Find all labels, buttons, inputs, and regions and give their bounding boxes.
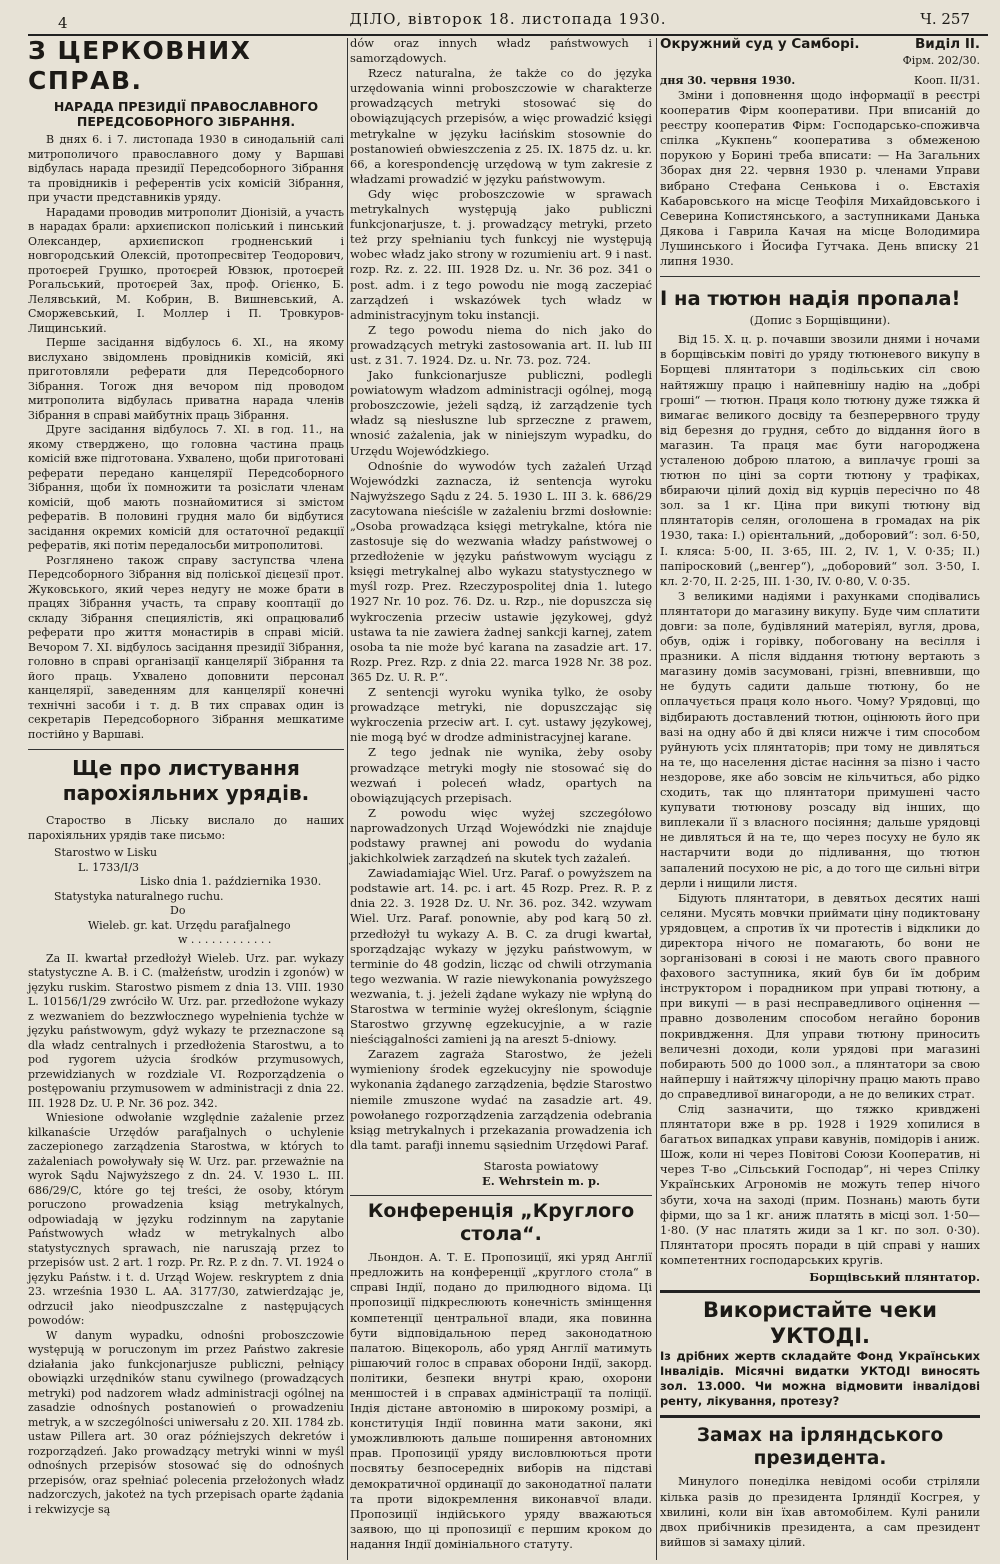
article-subtitle: НАРАДА ПРЕЗИДІЇ ПРАВОСЛАВНОГО ПЕРЕДСОБОРНОГО ЗІБРАННЯ.: [53, 99, 319, 129]
masthead: [28, 8, 988, 36]
signature-line: E. Wehrstein m. p.: [482, 1174, 600, 1189]
paragraph: Нарадами проводив митрополит Діонізій, а участь в нарадах брали: архиєпископ поліський і пинський Олександер, архиєпископ гродненський і новгородський Олексій, протопресвітер Теодорович, протоєрей Грушко, протоєрей Ювзюк, протоєрей Рогальський, протоєрей Зах, проф. Огієнко, Б. Лелявський, М. Кобрин, В. Вишневський, А. Сморжевський, І. Моллер і П. Тровкуров-Лищинський.: [28, 205, 344, 335]
paragraph: З великими надіями і рахунками сподівались плянтатори до магазину викупу. Буде чим сплатити довги: за поле, будівляний матеріял, вугля, дрова, обув, одіж і горівку, побоговану на весілля і празники. А після віддання тютюну вертають з магазину домів засумовані, грізні, впевнивши, що не будуть садити дальше тютюну, бо не оплачується праця коло нього. Чому? Урядовці, що відбирають доставлений тютюн, оцінюють його при вазі на одну або й дві кляси нижче і тим способом руйнують усіх плянтаторів; при тому не дивляться на те, що населення дістає насіння за пізно і часто нездорове, яке або зовсім не кільчиться, або рідко сходить, так що плянтатори примушені часто купувати тютюнову розсаду від інших, що виплекали її з власного посіяння; дальше урядовці не дивляться й на те, що через посуху не було як настарчити води до підливання, що тютюн запалений посухою не ріс, а до того ще сильні вітри дерли і нищили листя.: [660, 588, 980, 890]
column-2: [350, 36, 652, 1552]
court-date: дня 30. червня 1930.: [660, 74, 796, 87]
court-date-line: [660, 74, 980, 88]
article-title: І на тютюн надія пропала!: [660, 287, 961, 311]
paragraph: Jako funkcionarjusze publiczni, podlegli powiatowym władzom administracji ogólnej, mogą proboszczowie, jeżeli sądzą, iż zarządzenie tych władz są niesłuszne lub sprzeczne z prawem, wnosić zażalenia, jak w niniejszym wypadku, do Urzędu Wojewódzkiego.: [350, 368, 652, 458]
paragraph: dów oraz innych władz państwowych i samorządowych.: [350, 36, 652, 66]
paragraph: Za II. kwartał przedłożył Wieleb. Urz. par. wykazy statystyczne A. B. i C. (małżeństw, urodzin i zgonów) w języku ruskim. Starostwo pismem z dnia 13. VIII. 1930 L. 10156/1/29 zwróciło W. Urz. par. przedłożone wykazy z wezwaniem do bezzwłocznego wypełnienia tychże w języku państwowym, gdyż wykazy te przeznaczone są dla władz centralnych i przedłożenia Starostwu, a to pod rygorem użycia środków przymusowych, przewidzianych w rozdziale VI. Rozporządzenia o postępowaniu przymusowem w administracji z dnia 22. III. 1928 Dz. U. P. Nr. 36 poz. 342.: [28, 951, 344, 1110]
masthead-title: ДІЛО, вівторок 18. листопада 1930.: [349, 10, 667, 28]
advertisement: [660, 1290, 980, 1418]
signature-line: Starosta powiatowy: [483, 1158, 599, 1173]
article-title: Замах на ірляндського президента.: [696, 1425, 944, 1470]
paragraph: В днях 6. і 7. листопада 1930 в синодальній салі митрополичого православного дому у Варшаві відбулась нарада президії Передсоборного Зібрання та провідників і референтів усіх комісій Зібрання, при участи представників уряду.: [28, 133, 344, 204]
signature: Борщівський плянтатор.: [809, 1270, 980, 1285]
paragraph: Zawiadamiając Wiel. Urz. Paraf. o powyższem na podstawie art. 14. pc. i art. 45 Rozp. Prez. R. P. z dnia 22. 3. 1928 Dz. U. Nr. 36. poz. 342. wzywam Wiel. Urz. Paraf. ponownie, aby pod karą 50 zł. przedłożył tu wykazy A. B. C. za drugi kwartał, sporządzając wykazy w języku państwowym, w terminie do 48 godzin, licząc od chwili otrzymania tego wezwania. W razie niewykonania powyższego wezwania, t. j. jeżeli żądane wykazy nie wpłyną do Starostwa w terminie wyżej określonym, ściągnie Starostwo grzywnę egzekucyjnie, a w razie nieściągalności zamieni ją na areszt 5-dniowy.: [350, 866, 652, 1047]
paragraph: Z tego powodu niema do nich jako do prowadzących metryki zastosowania art. II. lub III ust. z 31. 7. 1924. Dz. u. Nr. 73. poz. 724.: [350, 322, 652, 367]
ad-title: Використайте чеки УКТОДІ.: [702, 1298, 937, 1349]
article-title: Конференція „Круглого стола“.: [367, 1200, 635, 1246]
letter-line: Starostwo w Lisku: [54, 846, 158, 859]
conference-article: [350, 1195, 652, 1552]
page-number: 4: [58, 14, 68, 32]
letter-line: Wieleb. gr. kat. Urzędu parafjalnego: [88, 918, 291, 932]
court-title: Окружний суд у Самборі.: [660, 36, 860, 52]
paragraph: Odnośnie do wywodów tych zażaleń Urząd Wojewódzki zaznacza, iż sentencja wyroku Najwyższego Sądu z 24. 5. 1930 L. III 3. k. 686/29 zacytowana nieściśle w zażaleniu brzmi dosłownie: „Osoba prowadząca księgi metrykalne, która nie zastosuje się do wezwania władzy państwowej o przedłożenie w języku państwowym wyciągu z księgi metrykalnej albo wykazu statystycznego w myśl rozp. Prez. Rzeczypospolitej dnia 1. lutego 1927 Nr. 10 poz. 76. Dz. u. Rzp., nie dopuszcza się wykroczenia przeciw ustawie językowej, gdyż ustawa ta nie zawiera żadnej sankcji karnej, zatem osoba ta nie może być karana na zasadzie art. 17. Rozp. Prez. Rzp. z dnia 22. marca 1928 Nr. 38 poz. 365 Dz. U. R. P.“.: [350, 458, 652, 684]
court-coop-number: Кооп. II/31.: [914, 74, 980, 87]
ad-text: Із дрібних жертв складайте Фонд Українських Інвалідів. Місячні видатки УКТОДІ виносять зол. 13.000. Чи можна відмовити інвалідові ренту, лікування, протезу?: [660, 1349, 980, 1409]
parish-article: [28, 756, 344, 1517]
paragraph: Від 15. X. ц. р. почавши звозили днями і ночами в борщівськім повіті до уряду тютюневого викупу в Борщеві плянтатори з подільських сіл свою найтяжшу працю і найпевнішу надію на „добрі гроші“ — тютюн. Праця коло тютюну дуже тяжка й вимагає великого досвіду та безперервного труду від березня до грудня, себто до віддання його в магазин. Та праця має бути нагороджена усталеною доброю платою, а виплачує гроші за тютюн по ціні за сорти тютюну у трафіках, вбираючи цілий дохід від курців пересічно по 48 зол. за 1 кг. Ціна при викупі тютюну від плянтаторів селян, оголошена в громадах на рік 1930, така: I.) орієнтальний, „доборовий“: зол. 6·50, I. кляса: 5·00, II. 3·65, III. 2, IV. 1, V. 0·35; II.) папіросковий („венгер“), „доборовий“ зол. 3·50, I. кл. 2·70, II. 2·25, III. 1·30, IV. 0·80, V. 0·35.: [660, 332, 980, 588]
court-division: Виділ II.: [914, 36, 980, 52]
column-3: [660, 36, 980, 1550]
column-1: [28, 36, 344, 1517]
paragraph: Розглянено також справу заступства члена Передсоборного Зібрання від поліської дієцезії прот. Жуковського, який через недугу не може брати в працях Зібрання участь, та справу кооптації до складу Зібрання специялістів, які опрацювалиб реферати про життя монастирів в справі місій. Вечором 7. XI. відбулось засідання президії Зібрання, головно в справі організації канцелярії Зібрання та його праць. Ухвалено доповнити персонал канцелярії, заведенням для канцелярії конечні технічні засоби і т. д. В тих справах один із секретарів Передсоборного Зібрання мешкатиме постійно у Варшаві.: [28, 553, 344, 741]
letter-line: w . . . . . . . . . . . .: [178, 933, 272, 946]
divider: [28, 749, 344, 750]
court-firm-number: Фірм. 202/30.: [902, 54, 980, 67]
paragraph: Gdy więc proboszczowie w sprawach metrykalnych występują jako publiczni funkcjonarjusze, t. j. prowadzący metryki, przeto też przy spełnianiu tych funkcyj nie występują wobec władz jako strony w rozumieniu art. 9 i nast. rozp. Rz. z. 22. III. 1928 Dz. u. Nr. 36 poz. 341 o post. adm. i z tego powodu nie mogą zaczepiać zarządzeń i wskazówek tych władz w administracyjnym toku instancji.: [350, 186, 652, 322]
column-divider: [347, 38, 348, 1560]
letter-line: L. 1733/I/3: [78, 860, 140, 874]
paragraph: Бідують плянтатори, в девятьох десятих наші селяни. Мусять мовчки приймати ціну подиктовану урядовцем, а спротив їх чи протестів і відклики до директора нічого не помагають, бо вони не зорганізовані в союзі і не мають свого правного фахового заступника, який був би їм добрим інструктором і порадником при управі тютюну, а при викупі — в разі несправедливого оцінення — правно дозволеним способом негайно боронив покривдження. Для управи тютюну приносить величезні доходи, коли урядові при магазині побирають 500 до 1000 зол., а плянтатори за свою найпершу і найтяжчу цілорічну працю мають право до справедливої винагороди, а не до великих страт.: [660, 890, 980, 1101]
byline: (Допис з Борщівщини).: [749, 313, 891, 328]
paragraph: Староство в Ліську вислало до наших парохіяльних урядів таке письмо:: [28, 814, 344, 842]
ireland-article: [660, 1424, 980, 1549]
paragraph: Wniesione odwołanie względnie zażalenie przez kilkanaście Urzędów parafjalnych o uchylenie zaczepionego zarządzenia Starostwa, w których to zażaleniach powoływały się W. Urz. par. przeważnie na wyrok Sądu Najwyższego z dn. 24. V. 1930 L. III. 686/29/C, które go tej treści, że osoby, którym poruczono prowadzenia ksiąg metrykalnych, odpowiadają w języku rodzinnym na zapytanie Państwowych władz w metrykalnych albo statystycznych sprawach, nie naruszają przez to przepisów ust. 2 art. 1 rozp. Pr. Rz. P. z dn. 7. VI. 1924 o języku Państw. i t. d. Urząd Wojew. reskryptem z dnia 23. września 1930 L. AA. 3177/30, zatwierdzając je, odrzucił jako nieodpuszczalne z następujących powodów:: [28, 1111, 344, 1327]
paragraph: Друге засідання відбулось 7. XI. в год. 11., на якому стверджено, що головна частина праць комісій вже підготована. Ухвалено, щоби приготовані реферати передано канцелярії Передсоборного Зібрання, щоби їх помножити та розіслати членам комісій, щоб мають познайомитися зі змістом рефератів. В половині грудня мало би відбутися засідання окремих комісій для остаточної редакції рефератів, які потім передалосьби митрополитові.: [28, 423, 344, 552]
letter-line: Do: [170, 904, 186, 917]
paragraph: Перше засідання відбулось 6. XI., на якому вислухано звідомлень провідників комісій, які приготовляли реферати для Передсоборного Зібрання. Тогож дня вечором під проводом митрополита відбулась приватна нарада членів Зібрання в справі майбутніх праць Зібрання.: [28, 336, 344, 422]
tobacco-article: [660, 287, 980, 1284]
letter-header: [28, 846, 344, 948]
paragraph: Z tego jednak nie wynika, żeby osoby prowadzące metryki mogły nie stosować się do wezwań i poleceń władz, opartych na obowiązujących przepisach.: [350, 745, 652, 805]
paragraph: W danym wypadku, odnośni proboszczowie występują w poruczonym im przez Państwo zakresie działania jako funkcjonarjusze publiczni, pełniący obowiązki urzędników stanu cywilnego (prowadzących metryki) pod nadzorem władz administracji ogólnej na zasadzie odnośnych postanowień o prowadzeniu metryk, a w szczególności uniwersału z 20. XII. 1784 zb. ustaw Pillera art. 30 oraz późniejszych dekretów i rozporządzeń. Jako prowadzący metryki winni w myśl odnośnych przepisów stosować się do odnośnych przepisów, oraz spełniać polecenia przełożonych władz nadzorczych, jakoteż na tych przepisach oparte żądania i rekwizycje są: [28, 1328, 344, 1516]
paragraph: Слід зазначити, що тяжко кривджені плянтатори вже в рр. 1928 і 1929 хопилися в багатьох випадках управи кавунів, помідорів і аниж. Шож, коли ні через Повітові Союзи Кооператив, ні через Т-во „Сільський Господар“, ні через Спілку Українських Агрономів не можуть тепер нічого збути, хоча на заході (прим. Познань) мають бути фірми, що за 1 кг. аниж платять в місці зол. 1·50—1·80. (У нас платять жиди за 1 кг. по зол. 0·30). Плянтатори просять поради в цій справі у наших компетентних господарських кругів.: [660, 1102, 980, 1267]
paragraph: Z powodu więc wyżej szczegółowo naprowadzonych Urząd Wojewódzki nie znajduje podstawy prawnej ani powodu do wydania jakichkolwiek zarządzeń na skutek tych zażaleń.: [350, 805, 652, 866]
letter-line: Statystyka naturalnego ruchu.: [54, 889, 224, 903]
court-header: [660, 36, 980, 72]
paragraph: Льондон. А. Т. Е. Пропозиції, які уряд Англії предложить на конференції „круглого стола“ в справі Індії, подано до прилюдного відома. Ці пропозиції підкреслюють конечність змінщення компетенції центральної влади, яка повинна бути відповідальною перед законодатною палатою. Віцекороль, або уряд Англії матимуть рішаючий голос в справах оборони Індії, закорд. політики, безпеки внутрі краю, охорони меншостей і в справах адміністрації та поліції. Індія дістане автономію в широкому розмірі, а конституція Індії повинна мати закони, які уможливлюють дальше поширення автономних прав. Пропозиції уряду висловлюються проти посвятьу безпосередніх виборів на підставі демократичної ординації до законодатної палати та проти відокремлення виконавчої влади. Пропозиції індійського уряду вважаються заявою, що ці пропозиції є першим кроком до надання Індії домініального статуту.: [350, 1250, 652, 1551]
divider: [660, 276, 980, 277]
paragraph: Минулого понеділка невідомі особи стріляли кілька разів до президента Ірляндії Косгрея, у хвилині, коли він їхав автомобілем. Кулі ранили двох прибічників президента, а сам президент вийшов зі замаху цілий.: [660, 1474, 980, 1549]
paragraph: Zarazem zagraża Starostwo, że jeżeli wymieniony środek egzekucyjny nie spowoduje wykonania żądanego zarządzenia, będzie Starostwo niemile zmuszone wydać na zasadzie art. 49. powołanego rozporządzenia zarządzenia odebrania ksiąg metrykalnych i przekazania prowadzenia ich dla tamt. parafji innemu sąsiednim Urzędowi Paraf.: [350, 1047, 652, 1152]
signature-block: [350, 1159, 652, 1189]
article-title: З ЦЕРКОВНИХ СПРАВ.: [28, 36, 252, 95]
paragraph: Rzecz naturalna, że także co do języka urzędowania winni proboszczowie w charakterze prowadzących metryki stosować się do obowiązujących przepisów, a więc prowadzić księgi metrykalne w języku łacińskim stosownie do postanowień obwieszczenia z 25. IX. 1875 dz. u. kr. 66, a korespondencję urzędową w tym zakresie z władzami prowadzić w języku państwowym.: [350, 66, 652, 186]
church-article: [28, 36, 344, 742]
court-notice: [660, 36, 980, 269]
paragraph: Зміни і доповнення щодо інформації в реєстрі кооператив Фірм кооперативи. При вписаній до реєстру кооператив Фірм: Господарсько-споживча спілка „Кукпень“ кооператива з обмеженою порукою у Борині треба вписати: — На Загальних Зборах дня 22. червня 1930 р. членами Управи вибрано Стефана Сенькова і о. Евстахія Кабаровського на місце Теофіля Михайдовського і Северина Копистянського, а заступниками Данька Дякова і Гаврила Качая на місце Володимира Лушинського і Йосифа Гутчака. День вписку 21 липня 1930.: [660, 88, 980, 269]
issue-number: Ч. 257: [920, 10, 970, 28]
article-title: Ще про листування парохіяльних урядів.: [62, 756, 310, 805]
letter-line: Lisko dnia 1. października 1930.: [140, 875, 322, 888]
paragraph: Z sentencji wyroku wynika tylko, że osoby prowadzące metryki, nie dopuszczając się wykroczenia przeciw art. I. cyt. ustawy językowej, nie mogą być w drodze administracyjnej karane.: [350, 685, 652, 745]
column-divider: [656, 38, 657, 1560]
